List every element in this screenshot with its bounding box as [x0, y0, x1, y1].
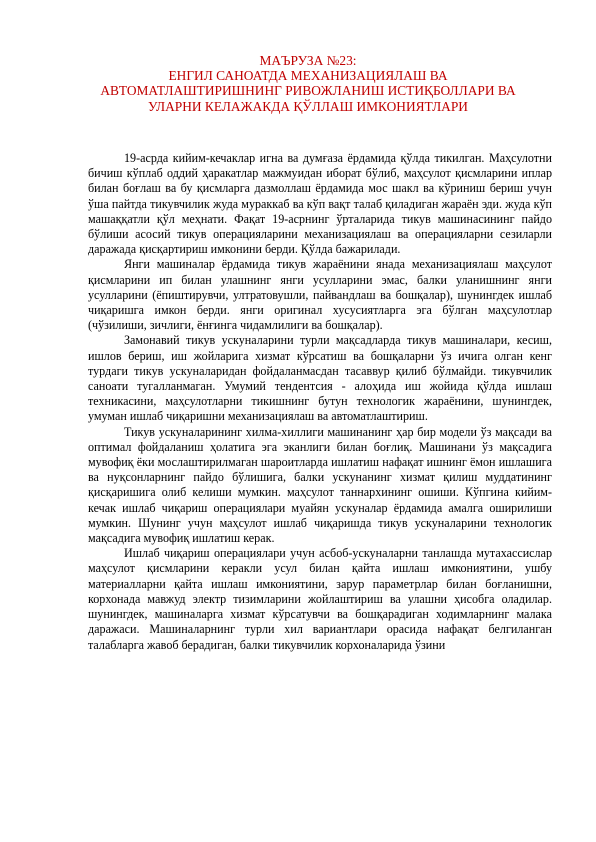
title-line: ЕНГИЛ САНОАТДА МЕХАНИЗАЦИЯЛАШ ВА [168, 68, 448, 84]
title-line: МАЪРУЗА №23: [259, 53, 357, 68]
title-line: АВТОМАТЛАШТИРИШНИНГ РИВОЖЛАНИШ ИСТИҚБОЛЛАРИ ВА [100, 83, 516, 99]
paragraph: Тикув ускуналарининг хилма-хиллиги машинанинг ҳар бир модели ўз мақсади ва оптимал фойдаланиш ҳолатига эга эканлиги билан боғлиқ. Машинани ўз мақсадига мувофиқ ёки мослаштирилмаган шароитларда ишлатиш нафақат ишнинг ёмон ишлашига ва нуқсонларнинг пайдо бўлишига, балки ускунанинг хизмат қилиш муддатининг қисқаришига олиб келиши мумкин. маҳсулот таннархининг ошиши. Кўпгина кийим-кечак ишлаб чиқариш операциялари муайян ускуналар ёрдамида амалга оширилиши мумкин. Шунинг учун маҳсулот ишлаб чиқаришда тикув ускуналарини технологик мақсадига мувофиқ ишлатиш керак. [88, 424, 552, 546]
title-line: УЛАРНИ КЕЛАЖАКДА ҚЎЛЛАШ ИМКОНИЯТЛАРИ [148, 98, 468, 114]
paragraph: 19-асрда кийим-кечаклар игна ва думғаза ёрдамида қўлда тикилган. Маҳсулотни бичиш кўплаб оддий ҳаракатлар мажмуидан иборат бўлиб, маҳсулот қисмларини иплар билан боғлаш ва бу қисмларга дазмоллаш ёрдамида мос шакл ва кўриниш бериш учун ўша пайтда тикувчилик жуда мураккаб ва кўп вақт талаб қиладиган жараён эди. жуда кўп машаққатли қўл меҳнати. Фақат 19-асрнинг ўрталарида тикув машинасининг пайдо бўлиши асосий тикув операцияларини механизациялаш ва операцияларни сезиларли даражада қисқартириш имконини берди. Қўлда бажарилади. [88, 151, 552, 257]
paragraph: Янги машиналар ёрдамида тикув жараёнини янада механизациялаш маҳсулот қисмларини ип билан улашнинг янги усулларини эмас, балки уланишнинг янги усулларини (ёпиштирувчи, ултратовушли, пайвандлаш ва бошқалар), шунингдек ишлаб чиқаришга имкон берди. янги оригинал хусусиятларга эга бўлган маҳсулотлар (чўзилиши, зичлиги, ёнғинга чидамлилиги ва бошқалар). [88, 257, 552, 333]
paragraph: Ишлаб чиқариш операциялари учун асбоб-ускуналарни танлашда мутахассислар маҳсулот қисмларини керакли усул билан қайта ишлаш имкониятини, ушбу материалларни қайта ишлаш имкониятини, зарур параметрлар билан боғланишни, корхонада мавжуд электр тизимларини жойлаштириш ва улашни ҳисобга оладилар. шунингдек, машиналарга хизмат кўрсатувчи ва бошқарадиган ходимларнинг малака даражаси. Машиналарнинг турли хил вариантлари орасида нафақат белгиланган талабларга жавоб берадиган, балки тикувчилик корхоналарида ўзини [88, 546, 552, 652]
lecture-title [70, 53, 546, 114]
lecture-body [88, 151, 552, 653]
paragraph: Замонавий тикув ускуналарини турли мақсадларда тикув машиналари, кесиш, ишлов бериш, иш жойларига хизмат кўрсатиш ва бошқаларни ўз ичига олган кенг турдаги тикув ускуналаридан фойдаланмасдан тасаввур қилиб бўлмайди. тикувчилик саноати тугалланмаган. Умумий тендентсия - алоҳида иш жойида қўлда ишлаш техникасини, маҳсулотларни тикишнинг бутун технологик жараёнини, шунингдек, умуман ишлаб чиқаришни механизациялаш ва автоматлаштириш. [88, 333, 552, 424]
